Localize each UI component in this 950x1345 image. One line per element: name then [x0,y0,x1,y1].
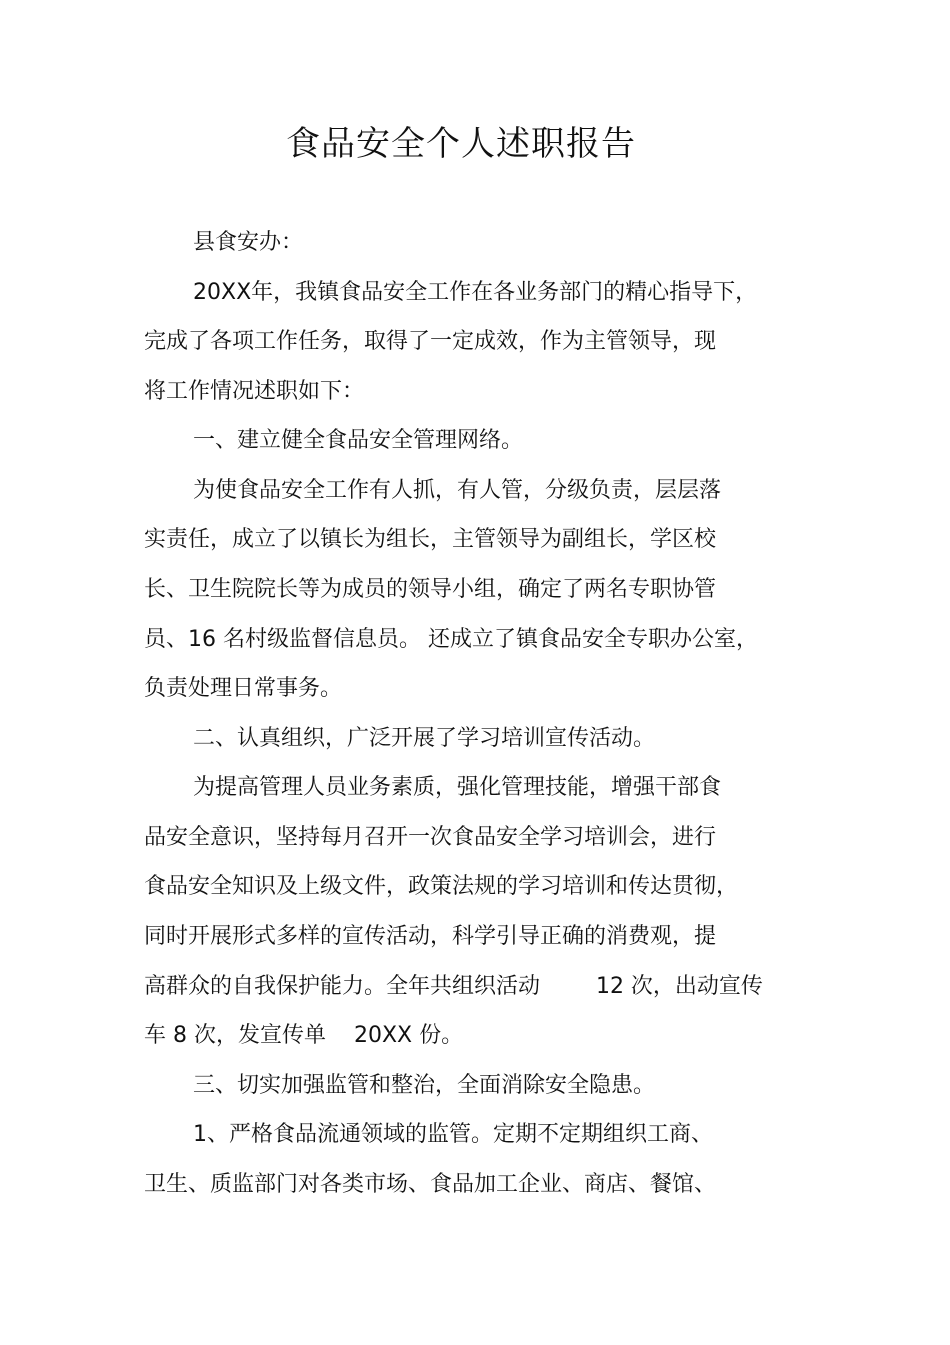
section-heading: 二、认真组织，广泛开展了学习培训宣传活动。 [193,726,656,751]
paragraph-line: 20XX年，我镇食品安全工作在各业务部门的精心指导下， [193,280,758,305]
paragraph-line: 同时开展形式多样的宣传活动，科学引导正确的消费观，提 [144,924,717,949]
section-heading: 一、建立健全食品安全管理网络。 [193,428,524,453]
paragraph-line: 高群众的自我保护能力。全年共组织活动 12 次，出动宣传 [144,974,763,999]
paragraph-line: 卫生、质监部门对各类市场、食品加工企业、商店、餐馆、 [144,1172,717,1197]
paragraph-line: 车 8 次，发宣传单 20XX 份。 [144,1023,464,1048]
paragraph-line: 为使食品安全工作有人抓，有人管，分级负责，层层落 [193,478,722,503]
paragraph-line: 实责任，成立了以镇长为组长，主管领导为副组长，学区校 [144,527,717,552]
paragraph-line: 食品安全知识及上级文件，政策法规的学习培训和传达贯彻， [144,874,739,899]
paragraph-line: 员、16 名村级监督信息员。 还成立了镇食品安全专职办公室， [144,627,758,652]
paragraph-line: 为提高管理人员业务素质，强化管理技能，增强干部食 [193,775,722,800]
paragraph-line: 负责处理日常事务。 [144,676,343,701]
paragraph-line: 1、严格食品流通领域的监管。定期不定期组织工商、 [193,1122,713,1147]
paragraph-line: 品安全意识，坚持每月召开一次食品安全学习培训会，进行 [144,825,717,850]
section-heading: 三、切实加强监管和整治，全面消除安全隐患。 [193,1073,656,1098]
paragraph-line: 长、卫生院院长等为成员的领导小组，确定了两名专职协管 [144,577,717,602]
paragraph-line: 完成了各项工作任务，取得了一定成效，作为主管领导，现 [144,329,717,354]
document-title: 食品安全个人述职报告 [286,124,636,164]
paragraph-line: 将工作情况述职如下： [144,379,365,404]
salutation-line: 县食安办： [193,230,304,255]
